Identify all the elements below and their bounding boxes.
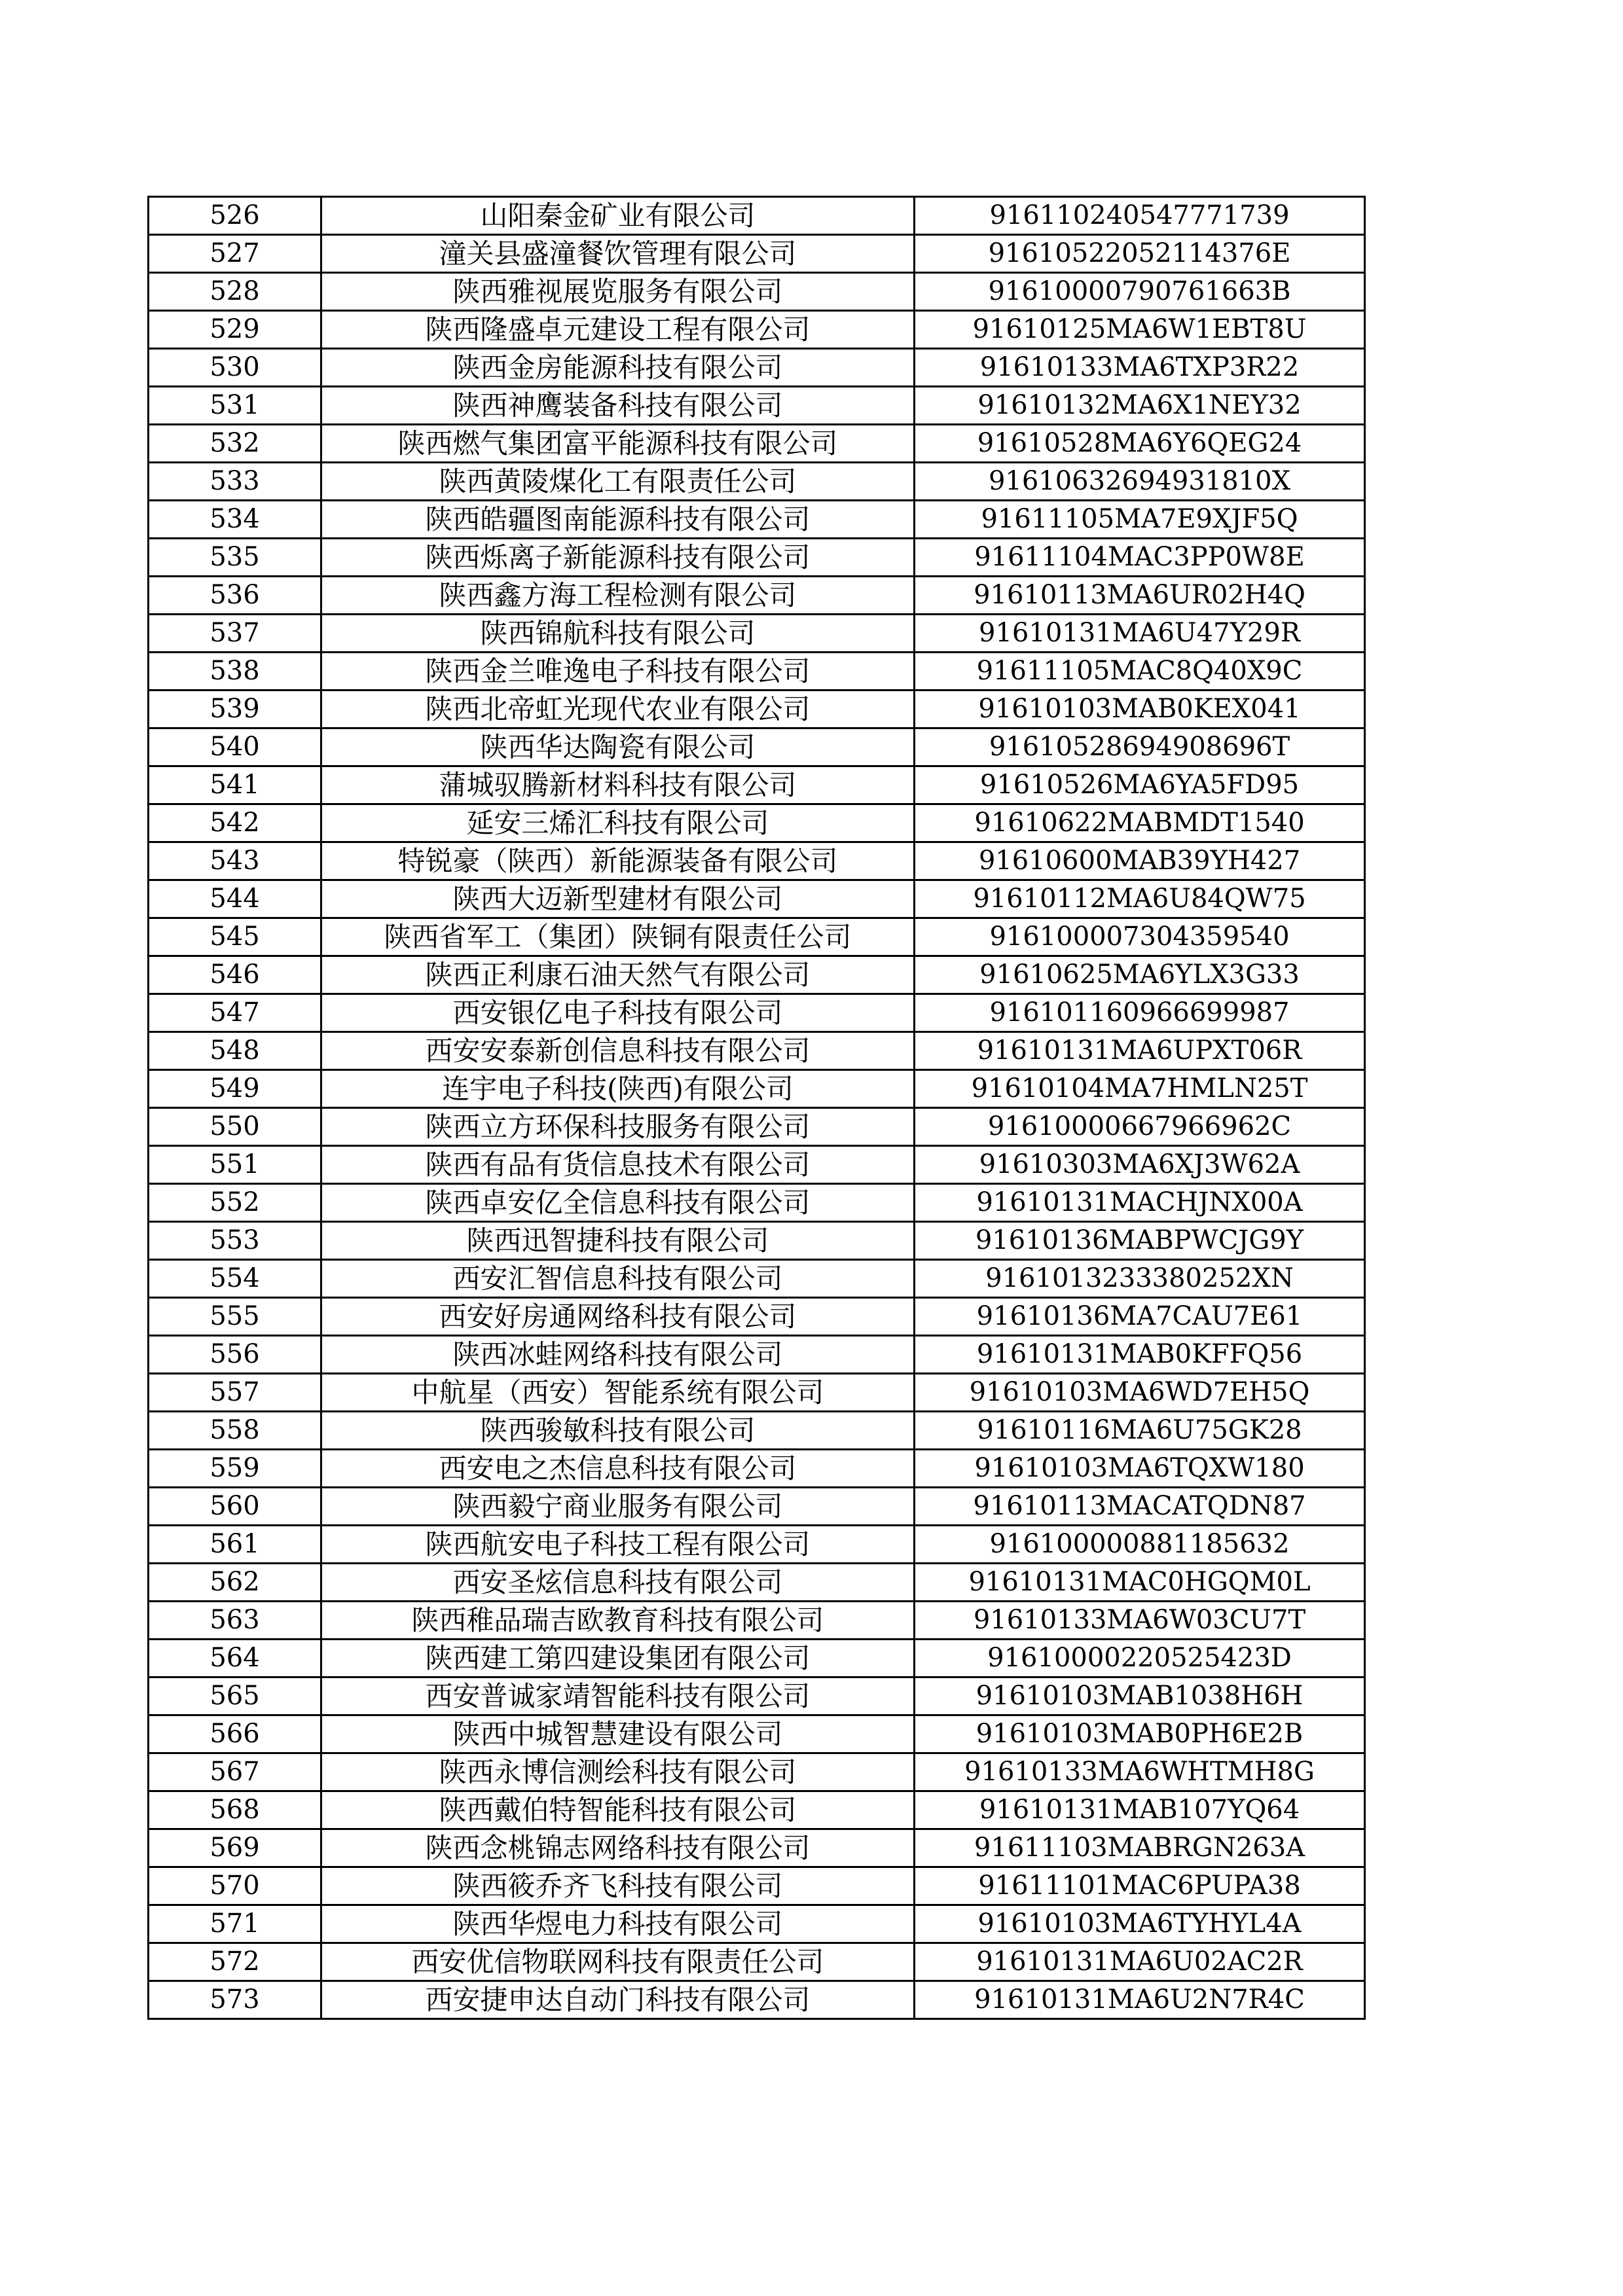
company-name-cell: 陕西戴伯特智能科技有限公司 <box>321 1791 915 1829</box>
credit-code-cell: 91610131MAB107YQ64 <box>915 1791 1365 1829</box>
table-row <box>149 880 1365 918</box>
company-name-cell: 西安好房通网络科技有限公司 <box>321 1298 915 1336</box>
credit-code-cell: 91611104MAC3PP0W8E <box>915 539 1365 577</box>
table-row <box>149 1981 1365 2019</box>
credit-code-cell: 91610000667966962C <box>915 1108 1365 1146</box>
company-name-cell: 连宇电子科技(陕西)有限公司 <box>321 1070 915 1108</box>
row-number-cell: 570 <box>149 1867 321 1905</box>
table-row <box>149 1640 1365 1677</box>
credit-code-cell: 91610625MA6YLX3G33 <box>915 956 1365 994</box>
table-row <box>149 994 1365 1032</box>
row-number-cell: 564 <box>149 1640 321 1677</box>
row-number-cell: 528 <box>149 273 321 311</box>
credit-code-cell: 91610136MABPWCJG9Y <box>915 1222 1365 1260</box>
table-row <box>149 1222 1365 1260</box>
row-number-cell: 560 <box>149 1488 321 1526</box>
row-number-cell: 531 <box>149 387 321 425</box>
company-name-cell: 陕西航安电子科技工程有限公司 <box>321 1526 915 1564</box>
company-name-cell: 陕西毅宁商业服务有限公司 <box>321 1488 915 1526</box>
credit-code-cell: 91611105MAC8Q40X9C <box>915 653 1365 691</box>
credit-code-cell: 91610600MAB39YH427 <box>915 842 1365 880</box>
table-row <box>149 918 1365 956</box>
table-row <box>149 349 1365 387</box>
row-number-cell: 568 <box>149 1791 321 1829</box>
company-name-cell: 中航星（西安）智能系统有限公司 <box>321 1374 915 1412</box>
credit-code-cell: 91610622MABMDT1540 <box>915 804 1365 842</box>
table-row <box>149 539 1365 577</box>
row-number-cell: 553 <box>149 1222 321 1260</box>
credit-code-cell: 916101160966699987 <box>915 994 1365 1032</box>
company-name-cell: 西安捷申达自动门科技有限公司 <box>321 1981 915 2019</box>
credit-code-cell: 91610116MA6U75GK28 <box>915 1412 1365 1450</box>
company-name-cell: 陕西建工第四建设集团有限公司 <box>321 1640 915 1677</box>
table-row <box>149 1412 1365 1450</box>
company-name-cell: 陕西神鹰装备科技有限公司 <box>321 387 915 425</box>
credit-code-cell: 91610103MA6TYHYL4A <box>915 1905 1365 1943</box>
credit-code-cell: 91610133MA6WHTMH8G <box>915 1753 1365 1791</box>
company-name-cell: 陕西皓疆图南能源科技有限公司 <box>321 501 915 539</box>
row-number-cell: 558 <box>149 1412 321 1450</box>
table-row <box>149 728 1365 766</box>
company-name-cell: 陕西金房能源科技有限公司 <box>321 349 915 387</box>
credit-code-cell: 91610131MA6UPXT06R <box>915 1032 1365 1070</box>
company-name-cell: 陕西金兰唯逸电子科技有限公司 <box>321 653 915 691</box>
company-name-cell: 潼关县盛潼餐饮管理有限公司 <box>321 235 915 273</box>
table-row <box>149 273 1365 311</box>
company-name-cell: 陕西冰蛙网络科技有限公司 <box>321 1336 915 1374</box>
table-row <box>149 425 1365 463</box>
row-number-cell: 548 <box>149 1032 321 1070</box>
credit-code-cell: 91610103MA6TQXW180 <box>915 1450 1365 1488</box>
company-name-cell: 西安安泰新创信息科技有限公司 <box>321 1032 915 1070</box>
row-number-cell: 538 <box>149 653 321 691</box>
table-row <box>149 1829 1365 1867</box>
row-number-cell: 526 <box>149 197 321 235</box>
table-body <box>149 197 1365 2019</box>
table-row <box>149 1260 1365 1298</box>
company-name-cell: 西安电之杰信息科技有限公司 <box>321 1450 915 1488</box>
table-row <box>149 311 1365 349</box>
credit-code-cell: 91610132MA6X1NEY32 <box>915 387 1365 425</box>
company-name-cell: 陕西北帝虹光现代农业有限公司 <box>321 691 915 728</box>
row-number-cell: 529 <box>149 311 321 349</box>
credit-code-cell: 91610528MA6Y6QEG24 <box>915 425 1365 463</box>
row-number-cell: 569 <box>149 1829 321 1867</box>
table-row <box>149 804 1365 842</box>
company-name-cell: 陕西省军工（集团）陕铜有限责任公司 <box>321 918 915 956</box>
company-name-cell: 西安圣炫信息科技有限公司 <box>321 1564 915 1602</box>
row-number-cell: 556 <box>149 1336 321 1374</box>
table-row <box>149 615 1365 653</box>
credit-code-cell: 91610526MA6YA5FD95 <box>915 766 1365 804</box>
company-name-cell: 陕西稚品瑞吉欧教育科技有限公司 <box>321 1602 915 1640</box>
row-number-cell: 572 <box>149 1943 321 1981</box>
table-row <box>149 1374 1365 1412</box>
company-name-cell: 延安三烯汇科技有限公司 <box>321 804 915 842</box>
credit-code-cell: 91610131MA6U47Y29R <box>915 615 1365 653</box>
row-number-cell: 551 <box>149 1146 321 1184</box>
credit-code-cell: 9161013233380252XN <box>915 1260 1365 1298</box>
company-name-cell: 陕西中城智慧建设有限公司 <box>321 1715 915 1753</box>
company-name-cell: 陕西华达陶瓷有限公司 <box>321 728 915 766</box>
company-name-cell: 陕西隆盛卓元建设工程有限公司 <box>321 311 915 349</box>
credit-code-cell: 91610528694908696T <box>915 728 1365 766</box>
row-number-cell: 555 <box>149 1298 321 1336</box>
table-row <box>149 1032 1365 1070</box>
row-number-cell: 550 <box>149 1108 321 1146</box>
company-name-cell: 特锐豪（陕西）新能源装备有限公司 <box>321 842 915 880</box>
table-row <box>149 1867 1365 1905</box>
row-number-cell: 532 <box>149 425 321 463</box>
table-row <box>149 1336 1365 1374</box>
credit-code-cell: 91610133MA6TXP3R22 <box>915 349 1365 387</box>
table-row <box>149 1564 1365 1602</box>
row-number-cell: 549 <box>149 1070 321 1108</box>
credit-code-cell: 91610131MAB0KFFQ56 <box>915 1336 1365 1374</box>
company-name-cell: 陕西华煜电力科技有限公司 <box>321 1905 915 1943</box>
row-number-cell: 537 <box>149 615 321 653</box>
table-row <box>149 1715 1365 1753</box>
table-row <box>149 235 1365 273</box>
credit-code-cell: 91610103MAB0KEX041 <box>915 691 1365 728</box>
table-row <box>149 1450 1365 1488</box>
row-number-cell: 563 <box>149 1602 321 1640</box>
table-row <box>149 691 1365 728</box>
credit-code-cell: 916100000881185632 <box>915 1526 1365 1564</box>
company-name-cell: 西安汇智信息科技有限公司 <box>321 1260 915 1298</box>
row-number-cell: 545 <box>149 918 321 956</box>
table-row <box>149 1526 1365 1564</box>
credit-code-cell: 91610103MA6WD7EH5Q <box>915 1374 1365 1412</box>
company-name-cell: 陕西黄陵煤化工有限责任公司 <box>321 463 915 501</box>
table-row <box>149 1146 1365 1184</box>
credit-code-cell: 91610113MA6UR02H4Q <box>915 577 1365 615</box>
company-name-cell: 陕西鑫方海工程检测有限公司 <box>321 577 915 615</box>
credit-code-cell: 91610131MAC0HGQM0L <box>915 1564 1365 1602</box>
credit-code-cell: 91611103MABRGN263A <box>915 1829 1365 1867</box>
row-number-cell: 534 <box>149 501 321 539</box>
row-number-cell: 533 <box>149 463 321 501</box>
credit-code-cell: 916100007304359540 <box>915 918 1365 956</box>
company-name-cell: 陕西骏敏科技有限公司 <box>321 1412 915 1450</box>
row-number-cell: 536 <box>149 577 321 615</box>
credit-code-cell: 91610136MA7CAU7E61 <box>915 1298 1365 1336</box>
row-number-cell: 552 <box>149 1184 321 1222</box>
credit-code-cell: 91611105MA7E9XJF5Q <box>915 501 1365 539</box>
row-number-cell: 542 <box>149 804 321 842</box>
credit-code-cell: 91610133MA6W03CU7T <box>915 1602 1365 1640</box>
credit-code-cell: 91610104MA7HMLN25T <box>915 1070 1365 1108</box>
row-number-cell: 547 <box>149 994 321 1032</box>
table-row <box>149 1108 1365 1146</box>
table-row <box>149 1488 1365 1526</box>
table-row <box>149 842 1365 880</box>
row-number-cell: 573 <box>149 1981 321 2019</box>
row-number-cell: 562 <box>149 1564 321 1602</box>
row-number-cell: 543 <box>149 842 321 880</box>
table-row <box>149 956 1365 994</box>
company-name-cell: 西安普诚家靖智能科技有限公司 <box>321 1677 915 1715</box>
row-number-cell: 554 <box>149 1260 321 1298</box>
table-row <box>149 1943 1365 1981</box>
credit-code-cell: 91610103MAB1038H6H <box>915 1677 1365 1715</box>
row-number-cell: 530 <box>149 349 321 387</box>
company-code-table <box>147 196 1366 2020</box>
company-name-cell: 蒲城驭腾新材料科技有限公司 <box>321 766 915 804</box>
credit-code-cell: 91610125MA6W1EBT8U <box>915 311 1365 349</box>
row-number-cell: 566 <box>149 1715 321 1753</box>
company-name-cell: 陕西卓安亿全信息科技有限公司 <box>321 1184 915 1222</box>
company-name-cell: 陕西有品有货信息技术有限公司 <box>321 1146 915 1184</box>
credit-code-cell: 91610632694931810X <box>915 463 1365 501</box>
table-row <box>149 1677 1365 1715</box>
company-name-cell: 西安优信物联网科技有限责任公司 <box>321 1943 915 1981</box>
table-row <box>149 1905 1365 1943</box>
company-name-cell: 陕西燃气集团富平能源科技有限公司 <box>321 425 915 463</box>
table-row <box>149 1070 1365 1108</box>
row-number-cell: 559 <box>149 1450 321 1488</box>
company-name-cell: 陕西永博信测绘科技有限公司 <box>321 1753 915 1791</box>
credit-code-cell: 916110240547771739 <box>915 197 1365 235</box>
table-row <box>149 1298 1365 1336</box>
credit-code-cell: 91611101MAC6PUPA38 <box>915 1867 1365 1905</box>
table-row <box>149 197 1365 235</box>
row-number-cell: 540 <box>149 728 321 766</box>
table-row <box>149 766 1365 804</box>
credit-code-cell: 91610000220525423D <box>915 1640 1365 1677</box>
table-row <box>149 577 1365 615</box>
table-row <box>149 1184 1365 1222</box>
row-number-cell: 535 <box>149 539 321 577</box>
row-number-cell: 557 <box>149 1374 321 1412</box>
company-name-cell: 陕西烁离子新能源科技有限公司 <box>321 539 915 577</box>
credit-code-cell: 91610131MA6U02AC2R <box>915 1943 1365 1981</box>
company-name-cell: 陕西正利康石油天然气有限公司 <box>321 956 915 994</box>
row-number-cell: 527 <box>149 235 321 273</box>
credit-code-cell: 91610522052114376E <box>915 235 1365 273</box>
table-row <box>149 501 1365 539</box>
row-number-cell: 544 <box>149 880 321 918</box>
table-row <box>149 1791 1365 1829</box>
row-number-cell: 567 <box>149 1753 321 1791</box>
company-name-cell: 陕西雅视展览服务有限公司 <box>321 273 915 311</box>
table-row <box>149 387 1365 425</box>
credit-code-cell: 91610000790761663B <box>915 273 1365 311</box>
table-row <box>149 653 1365 691</box>
table-row <box>149 1753 1365 1791</box>
credit-code-cell: 91610131MA6U2N7R4C <box>915 1981 1365 2019</box>
company-name-cell: 陕西念桃锦志网络科技有限公司 <box>321 1829 915 1867</box>
credit-code-cell: 91610131MACHJNX00A <box>915 1184 1365 1222</box>
company-name-cell: 陕西大迈新型建材有限公司 <box>321 880 915 918</box>
company-name-cell: 山阳秦金矿业有限公司 <box>321 197 915 235</box>
table-row <box>149 463 1365 501</box>
credit-code-cell: 91610112MA6U84QW75 <box>915 880 1365 918</box>
credit-code-cell: 91610103MAB0PH6E2B <box>915 1715 1365 1753</box>
credit-code-cell: 91610113MACATQDN87 <box>915 1488 1365 1526</box>
company-name-cell: 陕西迅智捷科技有限公司 <box>321 1222 915 1260</box>
row-number-cell: 539 <box>149 691 321 728</box>
company-name-cell: 陕西锦航科技有限公司 <box>321 615 915 653</box>
row-number-cell: 571 <box>149 1905 321 1943</box>
row-number-cell: 541 <box>149 766 321 804</box>
company-name-cell: 陕西立方环保科技服务有限公司 <box>321 1108 915 1146</box>
company-name-cell: 陕西筱乔齐飞科技有限公司 <box>321 1867 915 1905</box>
row-number-cell: 546 <box>149 956 321 994</box>
table-row <box>149 1602 1365 1640</box>
row-number-cell: 561 <box>149 1526 321 1564</box>
company-name-cell: 西安银亿电子科技有限公司 <box>321 994 915 1032</box>
credit-code-cell: 91610303MA6XJ3W62A <box>915 1146 1365 1184</box>
row-number-cell: 565 <box>149 1677 321 1715</box>
